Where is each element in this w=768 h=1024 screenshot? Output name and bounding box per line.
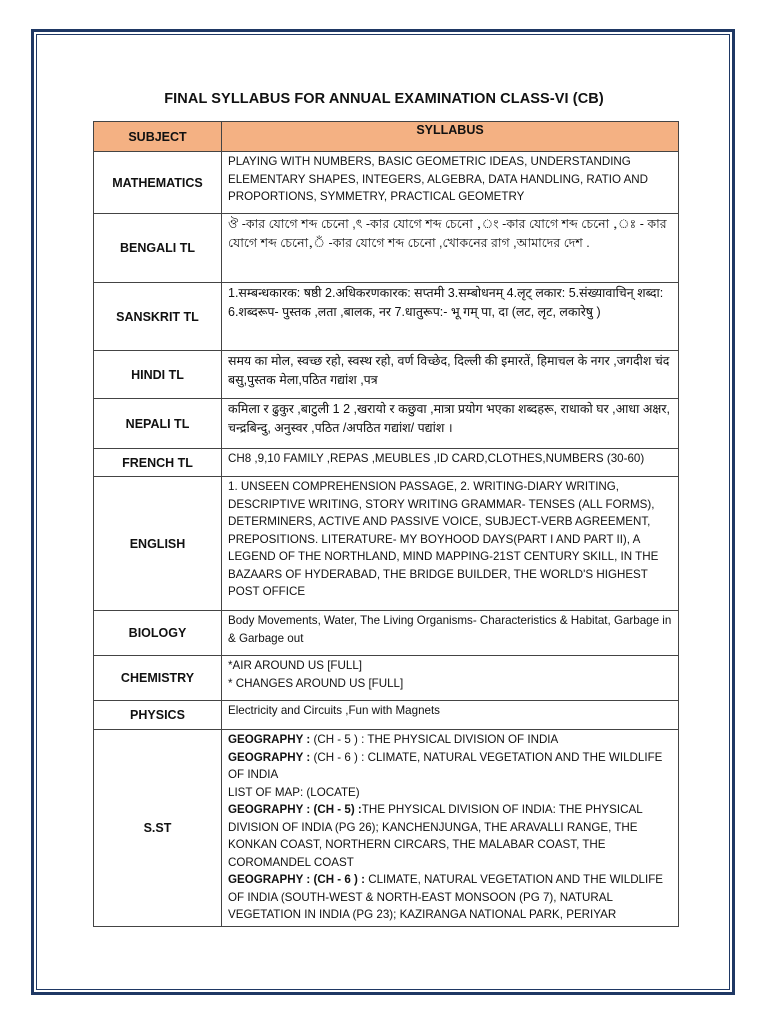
syllabus-cell: CH8 ,9,10 FAMILY ,REPAS ,MEUBLES ,ID CARD,CLOTHES,NUMBERS (30-60) [222, 449, 679, 477]
sst-line [228, 801, 672, 871]
table-row-biology [94, 611, 679, 656]
table-row-bengali [94, 214, 679, 283]
table-row-english [94, 477, 679, 611]
subject-cell: PHYSICS [94, 701, 222, 730]
table-header-row [94, 122, 679, 152]
table-row-sanskrit [94, 283, 679, 351]
subject-cell: BENGALI TL [94, 214, 222, 283]
sst-label: GEOGRAPHY : (CH - 5) : [228, 803, 362, 816]
table-row-chemistry [94, 656, 679, 701]
syllabus-cell: समय का मोल, स्वच्छ रहो, स्वस्थ रहो, वर्ण विच्छेद, दिल्ली की इमारतें, हिमाचल के नगर ,जगदीश चंद बसु,पुस्तक मेला,पठित गद्यांश ,पत्र [222, 351, 679, 399]
syllabus-cell [222, 730, 679, 927]
sst-label: GEOGRAPHY : [228, 750, 311, 764]
table-row-sst [94, 730, 679, 927]
sst-text: THE PHYSICAL DIVISION OF INDIA: THE PHYSICAL DIVISION OF INDIA (PG 26); KANCHENJUNGA, THE ARAVALLI RANGE, THE KONKAN COAST, NORTHERN CIRCARS, THE MALABAR COAST, THE COROMANDEL COAST [228, 803, 643, 869]
table-row-nepali [94, 399, 679, 449]
syllabus-cell: *AIR AROUND US [FULL] * CHANGES AROUND US [FULL] [222, 656, 679, 701]
syllabus-cell: 1.सम्बन्धकारक: षष्ठी 2.अधिकरणकारक: सप्तमी 3.सम्बोधनम् 4.लृट् लकार: 5.संख्यावाचिन् शब्दा: 6.शब्दरूप- पुस्तक ,लता ,बालक, नर 7.धातुरूप:- भू गम् पा, दा (लट, लृट, लकारेषु ) [222, 283, 679, 351]
table-row-french [94, 449, 679, 477]
sst-text: (CH - 6 ) : CLIMATE, NATURAL VEGETATION AND THE WILDLIFE OF INDIA [228, 750, 663, 781]
subject-cell: CHEMISTRY [94, 656, 222, 701]
subject-cell: ENGLISH [94, 477, 222, 611]
sst-text: (CH - 5 ) : THE PHYSICAL DIVISION OF INDIA [310, 733, 559, 746]
syllabus-cell: Electricity and Circuits ,Fun with Magnets [222, 701, 679, 730]
subject-cell: S.ST [94, 730, 222, 927]
sst-label: GEOGRAPHY : (CH - 6 ) : [228, 873, 365, 886]
syllabus-table [93, 121, 679, 927]
sst-line [228, 731, 672, 749]
table-row-mathematics [94, 152, 679, 214]
syllabus-cell: कमिला र ढुकुर ,बाटुली 1 2 ,खरायो र कछुवा ,मात्रा प्रयोग भएका शब्दहरू, राधाको घर ,आधा अक्षर, चन्द्रबिन्दु, अनुस्वर ,पठित /अपठित गद्यांश/ पद्यांश । [222, 399, 679, 449]
subject-cell: BIOLOGY [94, 611, 222, 656]
sst-text: CLIMATE, NATURAL VEGETATION AND THE WILDLIFE OF INDIA (SOUTH-WEST & NORTH-EAST MONSOON (PG 7), NATURAL VEGETATION IN INDIA (PG 23); KAZIRANGA NATIONAL PARK, PERIYAR [228, 873, 664, 921]
sst-text: LIST OF MAP: (LOCATE) [228, 785, 360, 799]
syllabus-cell: 1. UNSEEN COMPREHENSION PASSAGE, 2. WRITING-DIARY WRITING, DESCRIPTIVE WRITING, STORY WRITING GRAMMAR- TENSES (ALL FORMS), DETERMINERS, ACTIVE AND PASSIVE VOICE, SUBJECT-VERB AGREEMENT, PREPOSITIONS. LITERATURE- MY BOYHOOD DAYS(PART I AND PART II), A LEGEND OF THE NORTHLAND, MIND MAPPING-21ST CENTURY SKILL, IN THE BAZAARS OF HYDERABAD, THE BRIDGE BUILDER, THE WORLD'S HIGHEST POST OFFICE [222, 477, 679, 611]
subject-cell: MATHEMATICS [94, 152, 222, 214]
sst-line [228, 871, 672, 924]
subject-cell: NEPALI TL [94, 399, 222, 449]
subject-cell: SANSKRIT TL [94, 283, 222, 351]
syllabus-cell: ঔ -কার যোগে শব্দ চেনো ,ৎ -কার যোগে শব্দ চেনো ,ং -কার যোগে শব্দ চেনো ,ঃ - কার যোগে শব্দ চেনো,ঁ -কার যোগে শব্দ চেনো ,খোকনের রাগ ,আমাদের দেশ . [222, 214, 679, 283]
subject-cell: HINDI TL [94, 351, 222, 399]
subject-cell: FRENCH TL [94, 449, 222, 477]
sst-label: GEOGRAPHY : [228, 733, 311, 746]
sst-line [228, 784, 672, 802]
syllabus-cell: PLAYING WITH NUMBERS, BASIC GEOMETRIC IDEAS, UNDERSTANDING ELEMENTARY SHAPES, INTEGERS, ALGEBRA, DATA HANDLING, RATIO AND PROPORTIONS, SYMMETRY, PRACTICAL GEOMETRY [222, 152, 679, 214]
table-row-hindi [94, 351, 679, 399]
header-syllabus: SYLLABUS [222, 122, 679, 152]
page-title: FINAL SYLLABUS FOR ANNUAL EXAMINATION CLASS-VI (CB) [164, 91, 604, 107]
header-subject: SUBJECT [94, 122, 222, 152]
table-row-physics [94, 701, 679, 730]
sst-line [228, 749, 672, 784]
syllabus-cell: Body Movements, Water, The Living Organisms- Characteristics & Habitat, Garbage in & Garbage out [222, 611, 679, 656]
